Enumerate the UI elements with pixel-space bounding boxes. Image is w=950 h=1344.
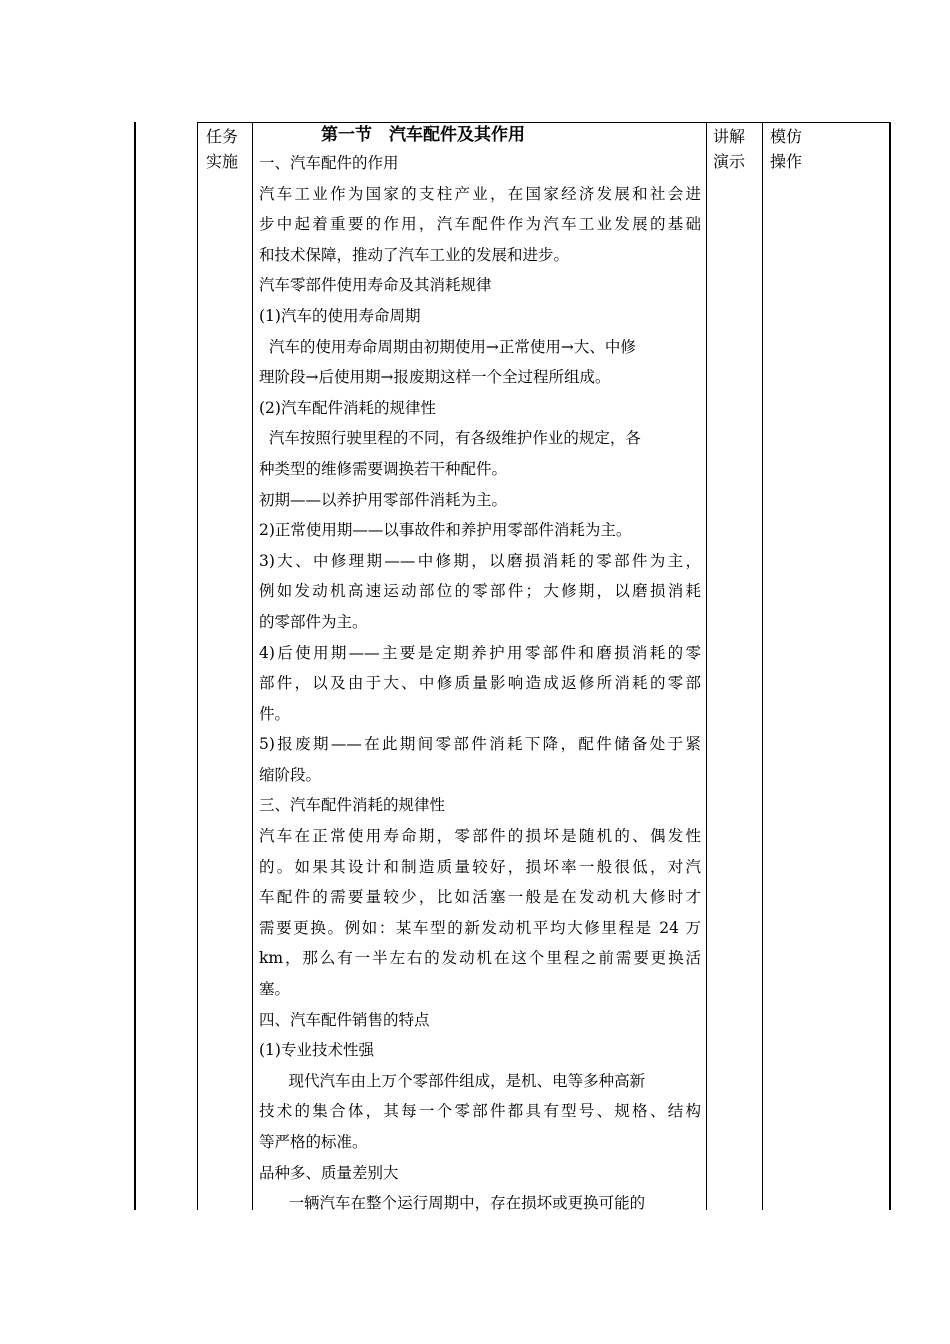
content-line: 5)报废期——在此期间零部件消耗下降，配件储备处于紧 bbox=[259, 735, 701, 754]
table-column-divider-2 bbox=[252, 122, 253, 1210]
content-line: 例如发动机高速运动部位的零部件；大修期，以磨损消耗 bbox=[259, 582, 701, 601]
task-implementation-label bbox=[206, 124, 238, 174]
label-line: 演示 bbox=[713, 152, 746, 171]
content-line: km，那么有一半左右的发动机在这个里程之前需要更换活 bbox=[259, 949, 701, 968]
content-line: 汽车零部件使用寿命及其消耗规律 bbox=[259, 276, 492, 295]
content-line: 理阶段→后使用期→报废期这样一个全过程所组成。 bbox=[259, 368, 611, 387]
content-line: 汽车按照行驶里程的不同，有各级维护作业的规定，各 bbox=[259, 429, 641, 448]
lecture-demo-label bbox=[713, 124, 745, 174]
content-line: 步中起着重要的作用，汽车配件作为汽车工业发展的基础 bbox=[259, 215, 701, 234]
content-line: 技术的集合体，其每一个零部件都具有型号、规格、结构 bbox=[259, 1102, 701, 1121]
imitate-operate-label bbox=[770, 124, 802, 174]
content-line: 车配件的需要量较少，比如活塞一般是在发动机大修时才 bbox=[259, 888, 701, 907]
content-line: (2)汽车配件消耗的规律性 bbox=[259, 398, 436, 417]
content-line: 等严格的标准。 bbox=[259, 1133, 368, 1151]
content-line: 四、汽车配件销售的特点 bbox=[259, 1010, 430, 1029]
label-line: 模仿 bbox=[770, 127, 803, 146]
content-line: 三、汽车配件消耗的规律性 bbox=[259, 796, 446, 815]
content-line: 2)正常使用期——以事故件和养护用零部件消耗为主。 bbox=[259, 521, 632, 540]
content-line: 一、汽车配件的作用 bbox=[259, 154, 399, 172]
content-line: 初期——以养护用零部件消耗为主。 bbox=[259, 490, 508, 509]
label-line: 操作 bbox=[770, 152, 803, 171]
content-line: 的零部件为主。 bbox=[259, 612, 368, 631]
content-line: (1)汽车的使用寿命周期 bbox=[259, 306, 421, 325]
content-line: (1)专业技术性强 bbox=[259, 1041, 374, 1060]
content-line: 件。 bbox=[259, 704, 291, 723]
content-line: 现代汽车由上万个零部件组成，是机、电等多种高新 bbox=[259, 1071, 646, 1090]
content-line: 4)后使用期——主要是定期养护用零部件和磨损消耗的零 bbox=[259, 643, 701, 662]
table-column-divider-3 bbox=[706, 122, 707, 1210]
content-line: 缩阶段。 bbox=[259, 765, 322, 784]
section-title: 第一节 汽车配件及其作用 bbox=[321, 125, 525, 145]
label-line: 任务 bbox=[206, 127, 239, 146]
content-line: 部件，以及由于大、中修质量影响造成返修所消耗的零部 bbox=[259, 674, 701, 693]
content-line: 汽车工业作为国家的支柱产业，在国家经济发展和社会进 bbox=[259, 184, 701, 203]
content-line: 汽车在正常使用寿命期，零部件的损坏是随机的、偶发性 bbox=[259, 827, 701, 846]
content-line: 汽车的使用寿命周期由初期使用→正常使用→大、中修 bbox=[259, 337, 636, 356]
label-line: 讲解 bbox=[713, 127, 746, 146]
content-line: 3)大、中修理期——中修期，以磨损消耗的零部件为主， bbox=[259, 551, 701, 570]
content-line: 品种多、质量差别大 bbox=[259, 1163, 399, 1182]
table-right-outer-border bbox=[889, 122, 891, 1210]
label-line: 实施 bbox=[206, 152, 239, 171]
content-line: 需要更换。例如：某车型的新发动机平均大修里程是 24 万 bbox=[259, 918, 701, 937]
content-line: 的。如果其设计和制造质量较好，损坏率一般很低，对汽 bbox=[259, 857, 701, 876]
content-line: 种类型的维修需要调换若干种配件。 bbox=[259, 459, 508, 478]
table-column-divider-1 bbox=[197, 122, 198, 1210]
content-line: 塞。 bbox=[259, 980, 291, 999]
content-line: 和技术保障，推动了汽车工业的发展和进步。 bbox=[259, 245, 570, 264]
table-left-outer-border bbox=[134, 122, 136, 1210]
table-column-divider-4 bbox=[762, 122, 763, 1210]
lesson-content bbox=[259, 122, 701, 1219]
content-line: 一辆汽车在整个运行周期中，存在损坏或更换可能的 bbox=[259, 1194, 646, 1213]
